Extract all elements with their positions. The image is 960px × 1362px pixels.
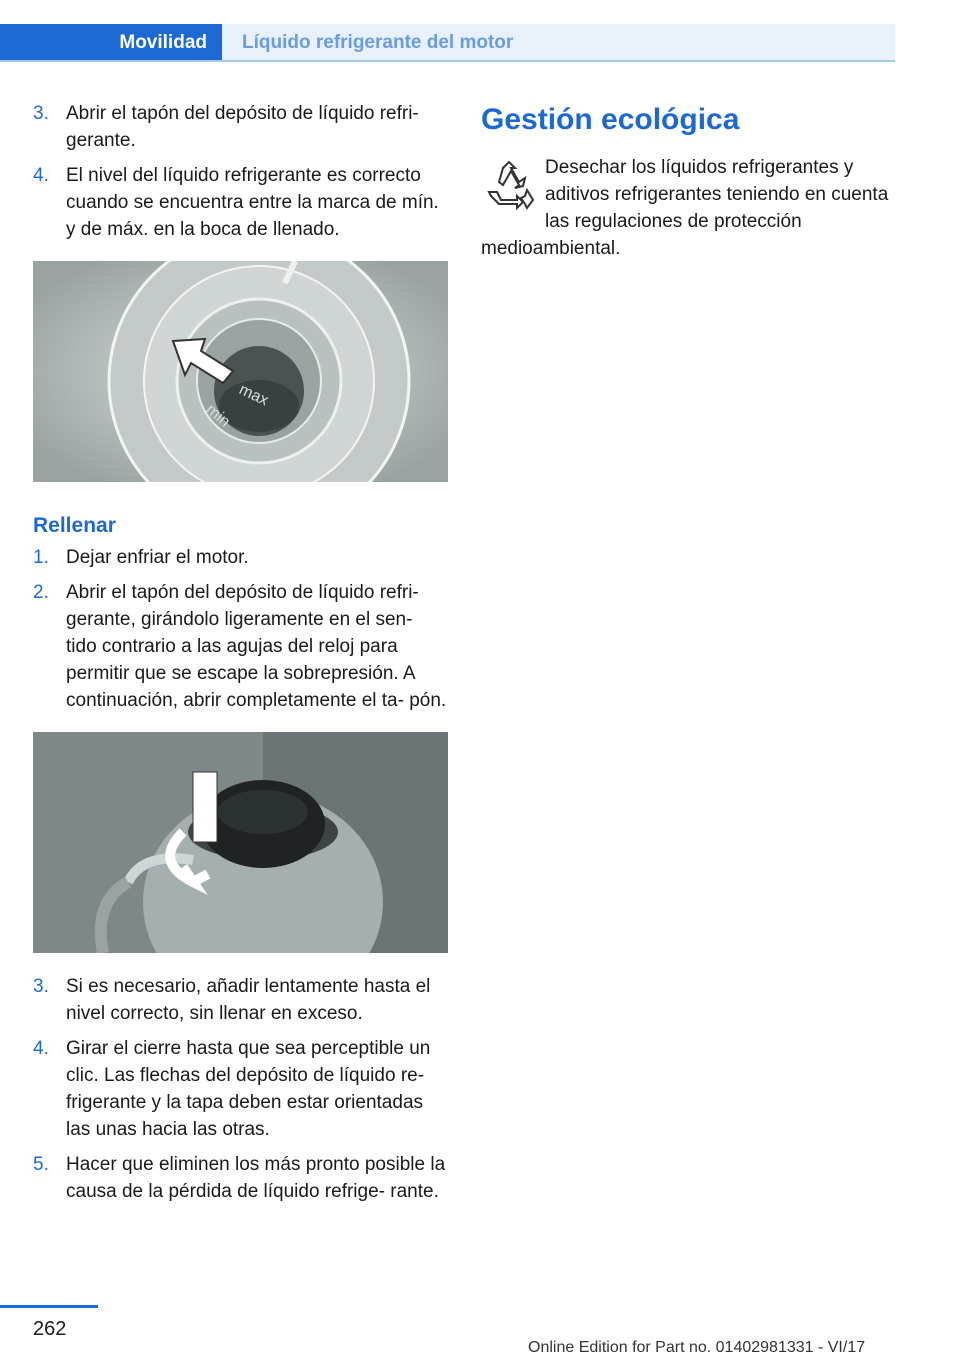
header-divider: [0, 60, 895, 62]
list-item: [33, 579, 448, 714]
step-number: 1.: [33, 547, 49, 568]
step-text: El nivel del líquido refrigerante es correcto cuando se encuentra entre la marca de mín. y de máx. en la boca de llenado.: [66, 165, 439, 240]
step-text: Hacer que eliminen los más pronto posible la causa de la pérdida de líquido refrige‐ rante.: [66, 1154, 446, 1202]
steps-check-level: [33, 100, 448, 243]
left-column: [33, 100, 448, 1213]
step-number: 4.: [33, 1038, 49, 1059]
tab-liquido-refrigerante[interactable]: Líquido refrigerante del motor: [222, 24, 895, 62]
list-item: [33, 100, 448, 154]
coolant-cap-image: [33, 732, 448, 953]
list-item: [33, 1035, 448, 1143]
list-item: [33, 544, 448, 571]
steps-finish: [33, 973, 448, 1205]
eco-text: Desechar los líquidos refrigerantes y aditivos refrigerantes teniendo en cuenta las regulaciones de protección medioambiental.: [481, 157, 889, 259]
right-column: [481, 100, 891, 262]
max-marking: max: [236, 381, 271, 410]
step-text: Abrir el tapón del depósito de líquido refri‐ gerante.: [66, 103, 419, 151]
coolant-filler-neck-image: [33, 261, 448, 482]
step-text: Abrir el tapón del depósito de líquido refri‐ gerante, girándolo ligeramente en el sen‐ tido contrario a las agujas del reloj para permitir que se escape la sobrepresión. A continuación, abrir completamente el ta‐ pón.: [66, 582, 447, 711]
step-number: 3.: [33, 103, 49, 124]
step-number: 2.: [33, 582, 49, 603]
step-text: Dejar enfriar el motor.: [66, 547, 249, 568]
step-number: 3.: [33, 976, 49, 997]
page-number: 262: [33, 1318, 67, 1340]
recycle-icon: [481, 158, 537, 214]
page-header: [0, 0, 895, 62]
list-item: [33, 973, 448, 1027]
subheading-rellenar: Rellenar: [33, 514, 116, 537]
list-item: [33, 162, 448, 243]
min-marking: min: [202, 401, 234, 431]
step-number: 5.: [33, 1154, 49, 1175]
step-text: Si es necesario, añadir lentamente hasta el nivel correcto, sin llenar en exceso.: [66, 976, 431, 1024]
footer-divider: [0, 1305, 98, 1308]
tab-movilidad[interactable]: Movilidad: [0, 24, 222, 62]
list-item: [33, 1151, 448, 1205]
step-number: 4.: [33, 165, 49, 186]
edition-text: Online Edition for Part no. 01402981331 - VI/17: [528, 1339, 866, 1356]
eco-note: [481, 154, 891, 262]
steps-refill: [33, 544, 448, 714]
section-heading-gestion-ecologica: Gestión ecológica: [481, 103, 740, 136]
step-text: Girar el cierre hasta que sea perceptible un clic. Las flechas del depósito de líquido re‐ frigerante y la tapa deben estar orientadas las unas hacia las otras.: [66, 1038, 431, 1140]
